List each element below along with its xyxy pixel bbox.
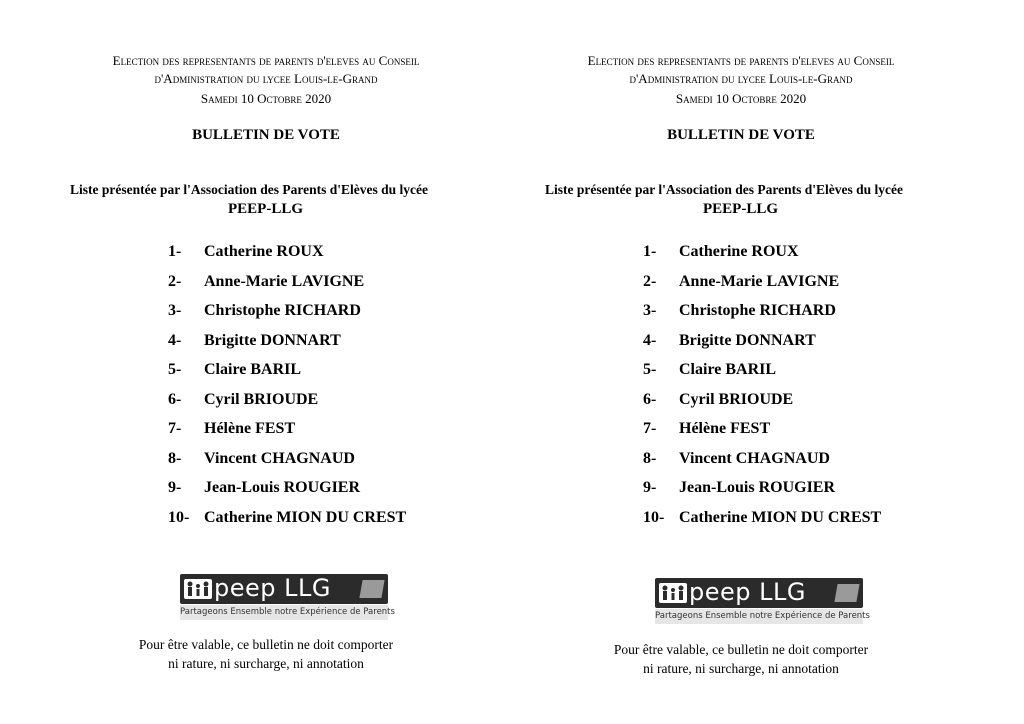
list-name: PEEP-LLG (228, 201, 304, 217)
candidate-number: 3- (643, 302, 657, 319)
ballot-title: BULLETIN DE VOTE (192, 127, 340, 143)
header-line-3: Samedi 10 Octobre 2020 (200, 91, 332, 106)
logo-tagline: Partageons Ensemble notre Expérience de Parents (180, 605, 388, 620)
header-line-2: d'Administration du lycee Louis-le-Grand (629, 71, 853, 86)
candidate-name: Christophe RICHARD (204, 302, 361, 319)
candidate-name: Brigitte DONNART (679, 331, 816, 349)
candidate-name: Catherine ROUX (679, 243, 799, 260)
candidate-number: 10- (168, 508, 190, 526)
candidate-name: Vincent CHAGNAUD (679, 449, 830, 467)
candidate-number: 9- (643, 479, 657, 496)
list-intro: Liste présentée par l'Association des Parents d'Elèves du lycée (70, 182, 428, 197)
candidate-name: Anne-Marie LAVIGNE (679, 272, 840, 290)
candidate-number: 1- (168, 243, 182, 260)
candidate-name: Catherine MION DU CREST (204, 508, 407, 526)
candidate-name: Brigitte DONNART (204, 331, 341, 349)
family-icon (659, 583, 687, 603)
peep-logo (180, 574, 395, 620)
logo-text: peep LLG (689, 578, 806, 606)
candidate-number: 5- (643, 361, 657, 378)
ballot-left (10, 0, 522, 724)
candidate-name: Christophe RICHARD (679, 302, 836, 319)
candidate-name: Vincent CHAGNAUD (204, 449, 355, 467)
candidate-number: 1- (643, 243, 657, 260)
candidate-number: 2- (168, 272, 182, 290)
candidate-name: Hélène FEST (679, 420, 771, 437)
candidate-name: Catherine ROUX (204, 243, 324, 260)
ballot-footer (10, 635, 522, 673)
ballot-right (485, 0, 997, 724)
book-icon (834, 584, 859, 602)
book-icon (359, 580, 384, 598)
candidate-name: Jean-Louis ROUGIER (679, 479, 836, 496)
logo-tagline: Partageons Ensemble notre Expérience de Parents (655, 609, 863, 624)
candidate-number: 4- (168, 331, 182, 349)
candidate-number: 6- (643, 390, 657, 408)
candidate-name: Claire BARIL (204, 361, 302, 378)
candidate-name: Hélène FEST (204, 420, 296, 437)
footer-line-1: Pour être valable, ce bulletin ne doit comporter (613, 642, 869, 657)
candidate-name: Cyril BRIOUDE (679, 390, 794, 408)
candidate-number: 3- (168, 302, 182, 319)
candidate-name: Claire BARIL (679, 361, 777, 378)
logo-banner (180, 574, 388, 604)
candidate-number: 6- (168, 390, 182, 408)
footer-line-1: Pour être valable, ce bulletin ne doit comporter (138, 637, 394, 652)
candidate-number: 7- (168, 420, 182, 437)
candidate-number: 8- (643, 449, 657, 467)
candidate-number: 2- (643, 272, 657, 290)
candidate-name: Jean-Louis ROUGIER (204, 479, 361, 496)
list-name: PEEP-LLG (703, 201, 779, 217)
header-line-3: Samedi 10 Octobre 2020 (675, 91, 807, 106)
list-intro: Liste présentée par l'Association des Parents d'Elèves du lycée (545, 182, 903, 197)
candidate-number: 8- (168, 449, 182, 467)
candidate-number: 7- (643, 420, 657, 437)
candidate-name: Anne-Marie LAVIGNE (204, 272, 365, 290)
footer-line-2: ni rature, ni surcharge, ni annotation (643, 661, 839, 676)
ballot-footer (485, 640, 997, 678)
logo-text: peep LLG (214, 574, 331, 602)
candidate-name: Catherine MION DU CREST (679, 508, 882, 526)
header-line-1: Election des representants de parents d'eleves au Conseil (112, 53, 420, 68)
candidate-number: 9- (168, 479, 182, 496)
candidate-number: 4- (643, 331, 657, 349)
header-line-2: d'Administration du lycee Louis-le-Grand (154, 71, 378, 86)
candidate-number: 5- (168, 361, 182, 378)
candidate-name: Cyril BRIOUDE (204, 390, 319, 408)
footer-line-2: ni rature, ni surcharge, ni annotation (168, 656, 364, 671)
logo-banner (655, 578, 863, 608)
family-icon (184, 579, 212, 599)
header-line-1: Election des representants de parents d'eleves au Conseil (587, 53, 895, 68)
candidate-number: 10- (643, 508, 665, 526)
peep-logo (655, 578, 870, 624)
ballot-title: BULLETIN DE VOTE (667, 127, 815, 143)
